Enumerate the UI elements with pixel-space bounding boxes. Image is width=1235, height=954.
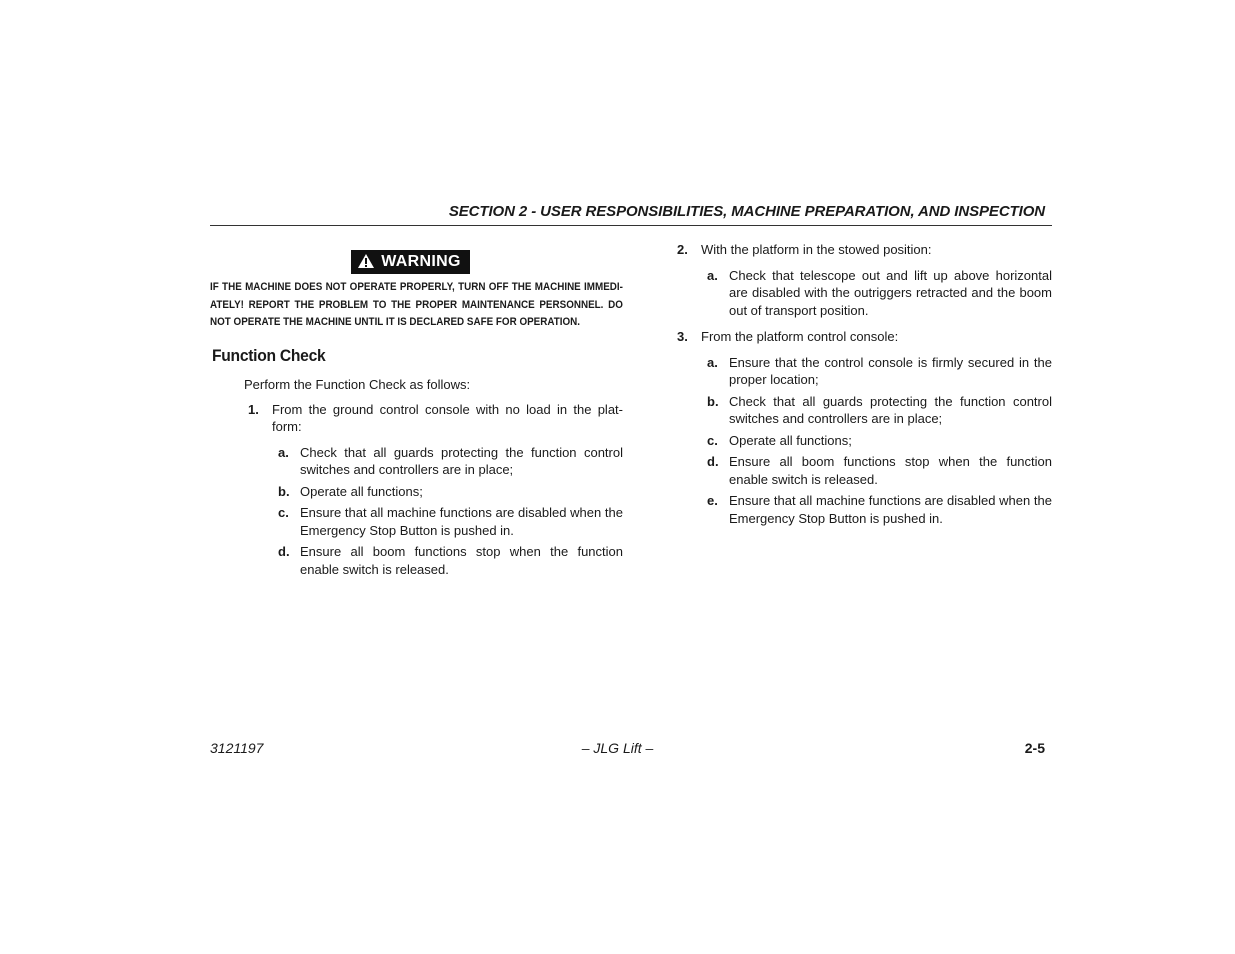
warning-badge [351, 250, 469, 274]
substep-letter: e. [707, 493, 718, 508]
substep-text: Ensure all boom functions stop when the function enable switch is released. [729, 454, 1052, 487]
warning-triangle-icon [357, 253, 375, 269]
substep-item [210, 483, 623, 501]
substep-text: Ensure that the control console is firmly secured in the proper location; [729, 354, 1052, 387]
step-text: With the platform in the stowed position: [701, 242, 932, 257]
warning-header [210, 250, 623, 275]
substep-letter: d. [707, 454, 719, 469]
substep-text: Check that all guards protecting the function control switches and controllers are in place; [300, 444, 623, 477]
substep-item [675, 432, 1052, 450]
substep-letter: c. [707, 432, 718, 448]
substep-item [675, 492, 1052, 527]
step-number: 3. [677, 329, 688, 344]
substep-letter: c. [278, 505, 289, 520]
substep-item [675, 354, 1052, 389]
substep-letter: a. [278, 444, 289, 460]
step-text: From the platform control console: [701, 329, 899, 344]
right-column [675, 241, 1052, 527]
footer-center: – JLG Lift – [581, 740, 654, 756]
substep-item [210, 444, 623, 479]
substep-letter: a. [707, 354, 718, 370]
substep-text: Operate all functions; [300, 483, 423, 499]
footer-doc-number: 3121197 [210, 740, 264, 756]
substep-letter: a. [707, 267, 718, 283]
warning-text: IF THE MACHINE DOES NOT OPERATE PROPERLY, TURN OFF THE MACHINE IMMEDI-ATELY! REPORT THE PROBLEM TO THE PROPER MAINTENANCE PERSONNEL. DO NOT OPERATE THE MACHINE UNTIL IT IS DECLARED SAFE FOR OPERATION. [210, 281, 623, 328]
intro-text: Perform the Function Check as follows: [244, 376, 471, 392]
substep-item [675, 393, 1052, 428]
left-column [210, 250, 623, 578]
section-title: SECTION 2 - USER RESPONSIBILITIES, MACHINE PREPARATION, AND INSPECTION [448, 203, 1045, 220]
section-header [210, 203, 1052, 226]
substep-letter: b. [707, 393, 719, 409]
substep-letter: d. [278, 544, 290, 559]
step-item [675, 241, 1052, 259]
substep-item [675, 267, 1052, 320]
substep-text: Operate all functions; [729, 432, 852, 448]
step-number: 1. [248, 401, 259, 417]
step-text: From the ground control console with no load in the plat-form: [272, 401, 623, 434]
substep-text: Check that all guards protecting the function control switches and controllers are in place; [729, 393, 1052, 426]
substep-text: Ensure that all machine functions are disabled when the Emergency Stop Button is pushed in. [300, 505, 623, 538]
step-item [675, 328, 1052, 346]
substep-text: Check that telescope out and lift up above horizontal are disabled with the outriggers retracted and the boom out of transport position. [729, 267, 1052, 318]
substep-item [210, 543, 623, 578]
step-item [210, 401, 623, 436]
warning-label: WARNING [381, 253, 461, 270]
substep-item [210, 504, 623, 539]
substep-letter: b. [278, 483, 290, 499]
page-number: 2-5 [1024, 740, 1045, 756]
substep-text: Ensure that all machine functions are disabled when the Emergency Stop Button is pushed in. [729, 493, 1052, 526]
substep-text: Ensure all boom functions stop when the function enable switch is released. [300, 544, 623, 577]
substep-item [675, 453, 1052, 488]
step-number: 2. [677, 242, 688, 257]
section-heading: Function Check [212, 345, 326, 365]
